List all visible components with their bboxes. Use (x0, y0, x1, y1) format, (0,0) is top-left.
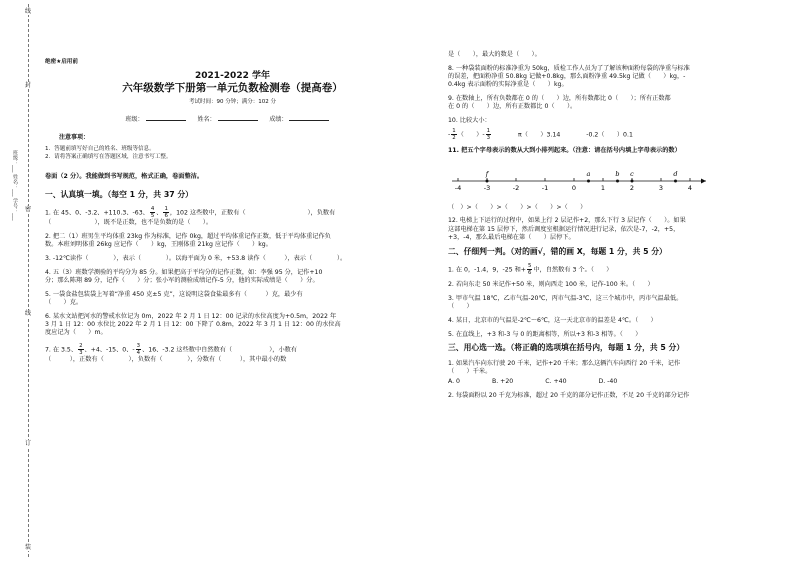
q9-text: 在 0 的（ ）边，所有正数都比 0（ ）。 (448, 103, 577, 111)
choice-2: 2. 每袋面粉以 20 千克为标准，超过 20 千克的部分记作正数，不足 20 千克的部分记作 (448, 391, 690, 399)
question-6 (45, 313, 420, 338)
binding-mark: 密 (22, 206, 34, 213)
number-line-point (486, 180, 489, 183)
number-line-point (616, 180, 619, 183)
q6-text: 3 月 1 日 12：00 水位比 2022 年 2 月 1 日 12：00 下降了 0.8m，2022 年 3 月 1 日 12：00 的水位高 (45, 321, 341, 328)
question-11: 11. 把五个字母表示的数从大到小排列起来。（注意：请在括号内填上字母表示的数） (448, 146, 681, 154)
fraction: $\frac{4}{5}$ (150, 206, 155, 220)
number-line-arrow (701, 179, 706, 184)
name-label: 姓名： (197, 116, 216, 124)
binding-margin (0, 0, 38, 561)
notice-item: 2．请将答案正确填写在答题区域，注意书写工整。 (45, 153, 172, 160)
q8-text: 的误差，把面粉净重 50.8kg 记做+0.8kg，那么面粉净重 49.5kg 记做（ ）kg，- (448, 72, 686, 80)
option-a[interactable]: A. 0 (448, 378, 460, 386)
name-field[interactable] (218, 120, 258, 121)
notice-item: 1．答题前填写好自己的姓名、班级等信息。 (45, 145, 155, 152)
q9-text: 9. 在数轴上，所有负数都在 0 的（ ）边，所有数都比 0（ ）；所有正数都 (448, 94, 671, 102)
question-3: 3. -12℃读作（ ），表示（ ）。以海平面为 0 米，+53.8 读作（ ），表示（ ）。 (45, 255, 347, 263)
section-3-title: 三、用心选一选。（将正确的选项填在括号内，每题 1 分，共 5 分） (448, 343, 685, 353)
binding-mark: 线 (22, 8, 34, 15)
notice-title: 注意事项： (59, 134, 90, 142)
question-1 (45, 206, 420, 227)
q10-compare-pi: π（ ）3.14 (518, 131, 561, 139)
question-11-answer: （ ）>（ ）>（ ）>（ ）>（ ） (448, 203, 587, 211)
q6-text: 6. 某水文站把河水的警戒水位记为 0m，2022 年 2 月 1 日 12：00 记录的水位高度为+0.5m，2022 年 (45, 312, 337, 320)
q8-text: 0.4kg 表示面粉的实际净重是（ ）kg。 (448, 81, 568, 89)
question-10 (448, 117, 778, 141)
q2-text: 2. 把二（1）班男生平均体重 23kg 作为标准，记作 0kg，超过平均体重记作正数，低于平均体重记作负 (45, 233, 331, 241)
number-line-point-label: a (586, 170, 591, 179)
judge-4: 4. 某日，北京市的气温是-2℃～6℃，这一天北京市的温差是 4℃。（ ） (448, 316, 657, 324)
q7-text: 、16、-3.2 这些数中自然数有（ ），小数有 (142, 346, 298, 354)
neatness-note: 卷面（2 分）。我能做到书写规范，格式正确，卷面整洁。 (45, 172, 204, 180)
fraction: $\frac{3}{4}$ (136, 342, 141, 356)
q6-text: 度应记为（ ）m。 (45, 329, 107, 337)
number-line-tick-label: -4 (454, 184, 462, 193)
fraction: $\frac{5}{6}$ (527, 262, 532, 276)
q1-text: ，102 这些数中，正数有（ ），负数有 (169, 209, 336, 217)
binding-student-fields: 班级：___ 姓名：___ 学号：___ (12, 150, 18, 221)
q7-text: 7. 在 3.5、 (45, 346, 78, 354)
option-d[interactable]: D. -40 (598, 378, 618, 386)
q1-text: （ ），既不是正数，也不是负数的是（ ）。 (45, 219, 213, 227)
q1-text: 1. 在 45、0、-3.2、+110.3、-63、 (45, 209, 149, 217)
class-field[interactable] (146, 120, 186, 121)
student-info-fields (45, 116, 420, 124)
option-b[interactable]: B. +20 (491, 378, 514, 386)
exam-info: 考试时间：90 分钟；满分：102 分 (189, 98, 276, 105)
number-line-point (587, 180, 590, 183)
class-label: 班级： (125, 116, 144, 124)
exam-year: 2021-2022 学年 (195, 71, 270, 82)
q4-text: 分；那么陈翔 89 分，记作（ ）分；张小军的测验成绩记作-5 分，他的实际成绩是（ ）分。 (45, 277, 319, 285)
number-line-tick-label: 1 (600, 184, 606, 193)
judge-5: 5. 在直线上，+3 和-3 与 0 的距离相等，所以+3 和-3 相等。（ ） (448, 330, 642, 338)
number-line-point (674, 180, 677, 183)
question-7 (45, 343, 420, 364)
option-c[interactable]: C. +40 (545, 378, 567, 386)
number-line-point (631, 180, 634, 183)
fraction: $\frac{1}{3}$ (486, 128, 491, 142)
number-line-point-label: b (615, 170, 620, 179)
fraction: $\frac{2}{3}$ (79, 342, 83, 356)
q5-text: （ ）克。 (45, 299, 83, 307)
choice-1-options (448, 378, 778, 386)
q2-text: 数。本班刘明体重 26kg 应记作（ ）kg，王刚体重 21kg 应记作（ ）kg。 (45, 241, 272, 249)
binding-mark: 线 (22, 310, 34, 317)
question-5 (45, 291, 420, 308)
score-label: 成绩： (269, 116, 288, 124)
section-2-title: 二、仔细判一判。（对的画√，错的画 X，每题 1 分，共 5 分） (448, 246, 667, 256)
q12-text: 这部电梯在第 15 层停下，然后调度室根据运行情况进行记录，依次是-7，-2，+5， (448, 225, 680, 233)
number-line-tick-label: -2 (512, 184, 520, 193)
fraction: $\frac{1}{6}$ (164, 206, 168, 220)
number-line (448, 164, 708, 198)
number-line-tick-label: 2 (629, 184, 635, 193)
question-8 (448, 65, 778, 90)
number-line-tick-label: 3 (658, 184, 664, 193)
binding-mark: 装 (22, 544, 34, 551)
exam-title: 六年级数学下册第一单元负数检测卷（提高卷） (122, 81, 343, 94)
choice-1: 1. 如果汽车向东行驶 20 千米，记作+20 千米；那么这辆汽车向西行 20 千米，记作 （ ）千米。 A. 0 B. +20 C. +40 D. -40 (448, 360, 778, 387)
right-column (448, 51, 778, 406)
q8-text: 8. 一种袋装面粉的标准净重为 50kg，质检工作人员为了了解该种面粉每袋的净重与标准 (448, 64, 690, 72)
secret-mark: 绝密★启用前 (45, 59, 78, 65)
number-line-tick-label: -1 (541, 184, 549, 193)
number-line-point-label: f (485, 170, 489, 179)
left-column (45, 58, 420, 370)
q1-text: 、 (156, 209, 163, 217)
question-9 (448, 95, 778, 112)
q4-text: 4. 五（3）班数学测验的平均分为 85 分。如果把高于平均分的记作正数，如：李强 95 分，记作+10 (45, 268, 323, 276)
question-2 (45, 233, 420, 250)
judge-1: 1. 在 0，-1.4，9，-25 和+ $\frac{5}{6}$ 中，自然数有 3 个。（ ） (448, 262, 613, 276)
fraction: $\frac{1}{2}$ (452, 128, 456, 142)
score-field[interactable] (289, 120, 329, 121)
q5-text: 5. 一袋食盐包装袋上写着“净重 450 克±5 克”，这说明这袋食盐最多有（ ）克，最少有 (45, 290, 303, 298)
q7-text: （ ），正数有（ ），负数有（ ），分数有（ ），其中最小的数 (45, 355, 287, 363)
notice-list (45, 145, 420, 161)
section-1-title: 一、认真填一填。（每空 1 分，共 37 分） (45, 190, 193, 200)
judge-3: 3. 甲市气温 18℃，乙市气温-20℃，丙市气温-3℃，这三个城市中，丙市气温最低。 （ ） (448, 294, 683, 311)
judge-2: 2. 若向东走 50 米记作+50 米，则向西走 100 米，记作-100 米。（ ） (448, 281, 654, 289)
number-line-tick-label: 0 (571, 184, 577, 193)
number-line-point-label: d (673, 170, 678, 179)
question-7-cont: 是（ ），最大的数是（ ）。 (448, 51, 541, 58)
q10-comparisons: - $\frac{1}{2}$ （ ）- $\frac{1}{3}$ π（ ）3.14 -0.2（ ）0.1 (448, 128, 633, 142)
question-4 (45, 269, 420, 286)
number-line-tick-label: 4 (687, 184, 693, 193)
q10-compare-decimal: -0.2（ ）0.1 (586, 131, 633, 139)
q12-text: 12. 电梯上下运行的过程中，如果上行 2 层记作+2，那么下行 3 层记作（ ）。如果 (448, 217, 686, 225)
binding-mark: 封 (22, 82, 34, 89)
q7-text: 、+4、-15、0、- (84, 346, 135, 354)
number-line-point-label: c (630, 170, 634, 179)
number-line-tick-label: -3 (483, 184, 491, 193)
binding-mark: 订 (22, 440, 34, 447)
question-12 (448, 217, 778, 242)
q12-text: +3，-4，那么最后电梯在第（ ）层停下。 (448, 233, 575, 241)
q10-text: 10. 比较大小： (448, 116, 491, 124)
